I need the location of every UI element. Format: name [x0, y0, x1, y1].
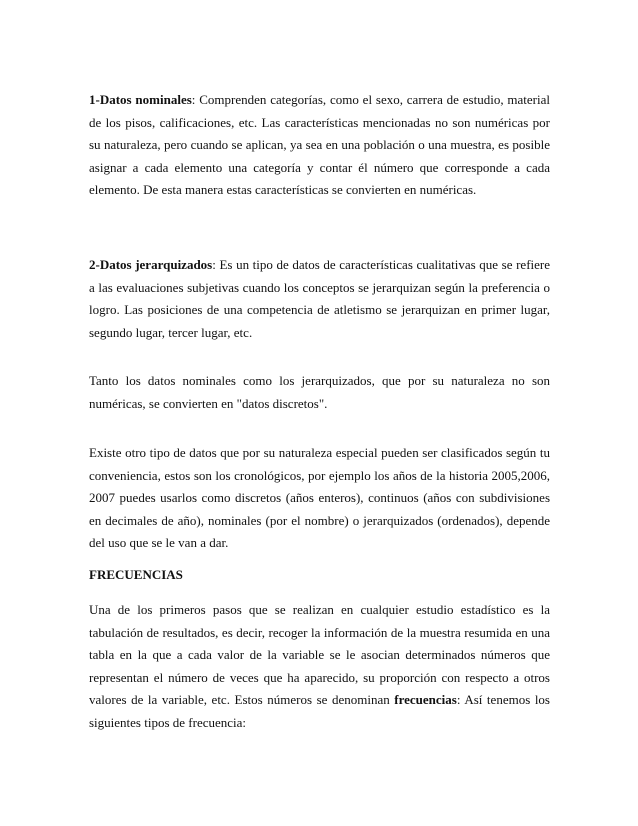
paragraph-datos-nominales	[89, 89, 550, 202]
term-datos-nominales: 1-Datos nominales	[89, 92, 192, 107]
paragraph-text: Una de los primeros pasos que se realizan en cualquier estudio estadístico es la tabulación de resultados, es decir, recoger la información de la muestra resumida en una tabla en la que a cada valor de la variable se le asocian determinados números que representan el número de veces que ha aparecido, su proporción con respecto a otros valores de la variable, etc. Estos números se denominan	[89, 602, 550, 708]
paragraph-text: Tanto los datos nominales como los jerarquizados, que por su naturaleza no son numéricas, se convierten en "datos discretos".	[89, 373, 550, 411]
section-heading-frecuencias: FRECUENCIAS	[89, 567, 183, 582]
paragraph-datos-cronologicos	[89, 442, 550, 555]
paragraph-frecuencias	[89, 599, 550, 735]
paragraph-text: : Comprenden categorías, como el sexo, carrera de estudio, material de los pisos, calificaciones, etc. Las características mencionadas no son numéricas por su naturaleza, pero cuando se aplican, ya sea en una población o una muestra, es posible asignar a cada elemento una categoría y contar él número que corresponde a cada elemento. De esta manera estas características se convierten en numéricas.	[89, 92, 550, 198]
paragraph-text: : Es un tipo de datos de características cualitativas que se refiere a las evaluaciones subjetivas cuando los conceptos se jerarquizan según la preferencia o logro. Las posiciones de una competencia de atletismo se jerarquizan en primer lugar, segundo lugar, tercer lugar, etc.	[89, 257, 551, 340]
paragraph-text: : Así tenemos los siguientes tipos de frecuencia:	[89, 692, 550, 730]
term-frecuencias: frecuencias	[394, 692, 457, 708]
term-datos-jerarquizados: 2-Datos jerarquizados	[89, 257, 213, 272]
paragraph-text: Existe otro tipo de datos que por su naturaleza especial pueden ser clasificados según tu conveniencia, estos son los cronológicos, por ejemplo los años de la historia 2005,2006, 2007 puedes usarlos como discretos (años enteros), continuos (años con subdivisiones en decimales de año), nominales (por el nombre) o jerarquizados (ordenados), depende del uso que se le van a dar.	[89, 445, 550, 551]
paragraph-datos-jerarquizados	[89, 254, 550, 344]
paragraph-datos-discretos	[89, 370, 550, 415]
